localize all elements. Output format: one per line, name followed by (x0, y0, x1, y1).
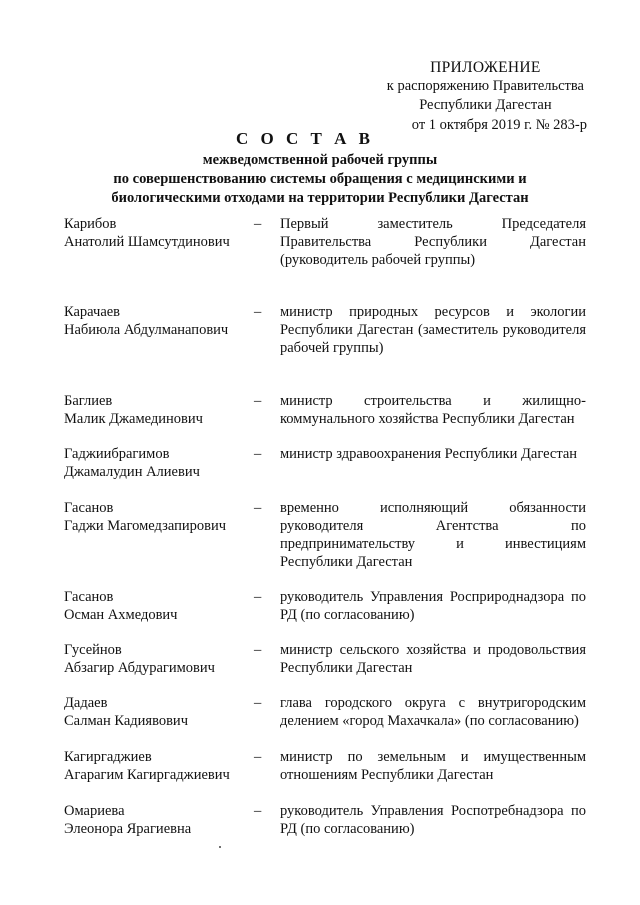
document-subtitle-1: межведомственной рабочей группы (202, 152, 438, 168)
scan-speck (219, 846, 221, 848)
member-name (64, 802, 254, 838)
member-row (64, 215, 592, 269)
member-dash: – (254, 304, 262, 320)
member-name (64, 499, 254, 571)
member-role: Первый заместитель Председателя Правительства Республики Дагестан (руководитель рабочей группы) (280, 216, 586, 268)
member-given-name: Элеонора Ярагиевна (64, 821, 192, 837)
member-name (64, 215, 254, 269)
member-dash: – (254, 589, 262, 605)
member-surname: Гусейнов (64, 642, 122, 658)
member-given-name: Абзагир Абдурагимович (64, 660, 215, 676)
member-role: министр здравоохранения Республики Дагестан (280, 446, 578, 462)
member-given-name: Джамалудин Алиевич (64, 464, 200, 480)
members-list (64, 215, 592, 838)
member-name (64, 748, 254, 784)
member-role: министр строительства и жилищно-коммунального хозяйства Республики Дагестан (280, 393, 586, 427)
member-given-name: Набиюла Абдулманапович (64, 322, 229, 338)
member-role: временно исполняющий обязанности руководителя Агентства по предпринимательству и инвестициям Республики Дагестан (280, 500, 586, 570)
member-row (64, 748, 592, 784)
member-row (64, 445, 592, 481)
member-name (64, 392, 254, 428)
member-dash: – (254, 695, 262, 711)
member-given-name: Агарагим Кагиргаджиевич (64, 767, 230, 783)
member-role: глава городского округа с внутригородским делением «город Махачкала» (по согласованию) (280, 695, 586, 729)
member-role: министр природных ресурсов и экологии Республики Дагестан (заместитель руководителя рабочей группы) (280, 304, 586, 356)
member-name (64, 445, 254, 481)
member-row (64, 499, 592, 571)
member-row (64, 802, 592, 838)
member-surname: Омариева (64, 803, 125, 819)
member-role: руководитель Управления Росприроднадзора по РД (по согласованию) (280, 589, 586, 623)
document-subtitle-2: по совершенствованию системы обращения с медицинскими и (113, 171, 527, 187)
document-title: С О С Т А В (236, 129, 374, 148)
member-surname: Гасанов (64, 589, 114, 605)
member-dash: – (254, 216, 262, 232)
member-dash: – (254, 446, 262, 462)
member-dash: – (254, 642, 262, 658)
appendix-date: от 1 октября 2019 г. № 283-р (411, 117, 587, 133)
member-surname: Дадаев (64, 695, 108, 711)
appendix-line-2: Республики Дагестан (419, 97, 552, 113)
document-subtitle-3: биологическими отходами на территории Республики Дагестан (111, 190, 529, 206)
member-name (64, 694, 254, 730)
member-role: министр сельского хозяйства и продовольствия Республики Дагестан (280, 642, 586, 676)
member-dash: – (254, 803, 262, 819)
member-row (64, 588, 592, 624)
member-surname: Карачаев (64, 304, 121, 320)
appendix-line-1: к распоряжению Правительства (386, 78, 584, 94)
member-row (64, 303, 592, 357)
member-row (64, 641, 592, 677)
document-title-block (0, 128, 640, 207)
member-surname: Гасанов (64, 500, 114, 516)
member-row (64, 694, 592, 730)
member-given-name: Осман Ахмедович (64, 607, 178, 623)
member-role: руководитель Управления Роспотребнадзора по РД (по согласованию) (280, 803, 586, 837)
member-dash: – (254, 393, 262, 409)
member-surname: Гаджиибрагимов (64, 446, 170, 462)
member-surname: Кагиргаджиев (64, 749, 152, 765)
appendix-title: ПРИЛОЖЕНИЕ (430, 59, 541, 76)
appendix-header (387, 58, 584, 115)
member-surname: Баглиев (64, 393, 113, 409)
member-given-name: Гаджи Магомедзапирович (64, 518, 226, 534)
member-name (64, 641, 254, 677)
member-row (64, 392, 592, 428)
member-name (64, 588, 254, 624)
member-name (64, 303, 254, 357)
member-given-name: Малик Джамединович (64, 411, 203, 427)
member-given-name: Салман Кадиявович (64, 713, 188, 729)
member-role: министр по земельным и имущественным отношениям Республики Дагестан (280, 749, 586, 783)
member-surname: Карибов (64, 216, 117, 232)
member-dash: – (254, 749, 262, 765)
member-given-name: Анатолий Шамсутдинович (64, 234, 230, 250)
member-dash: – (254, 500, 262, 516)
